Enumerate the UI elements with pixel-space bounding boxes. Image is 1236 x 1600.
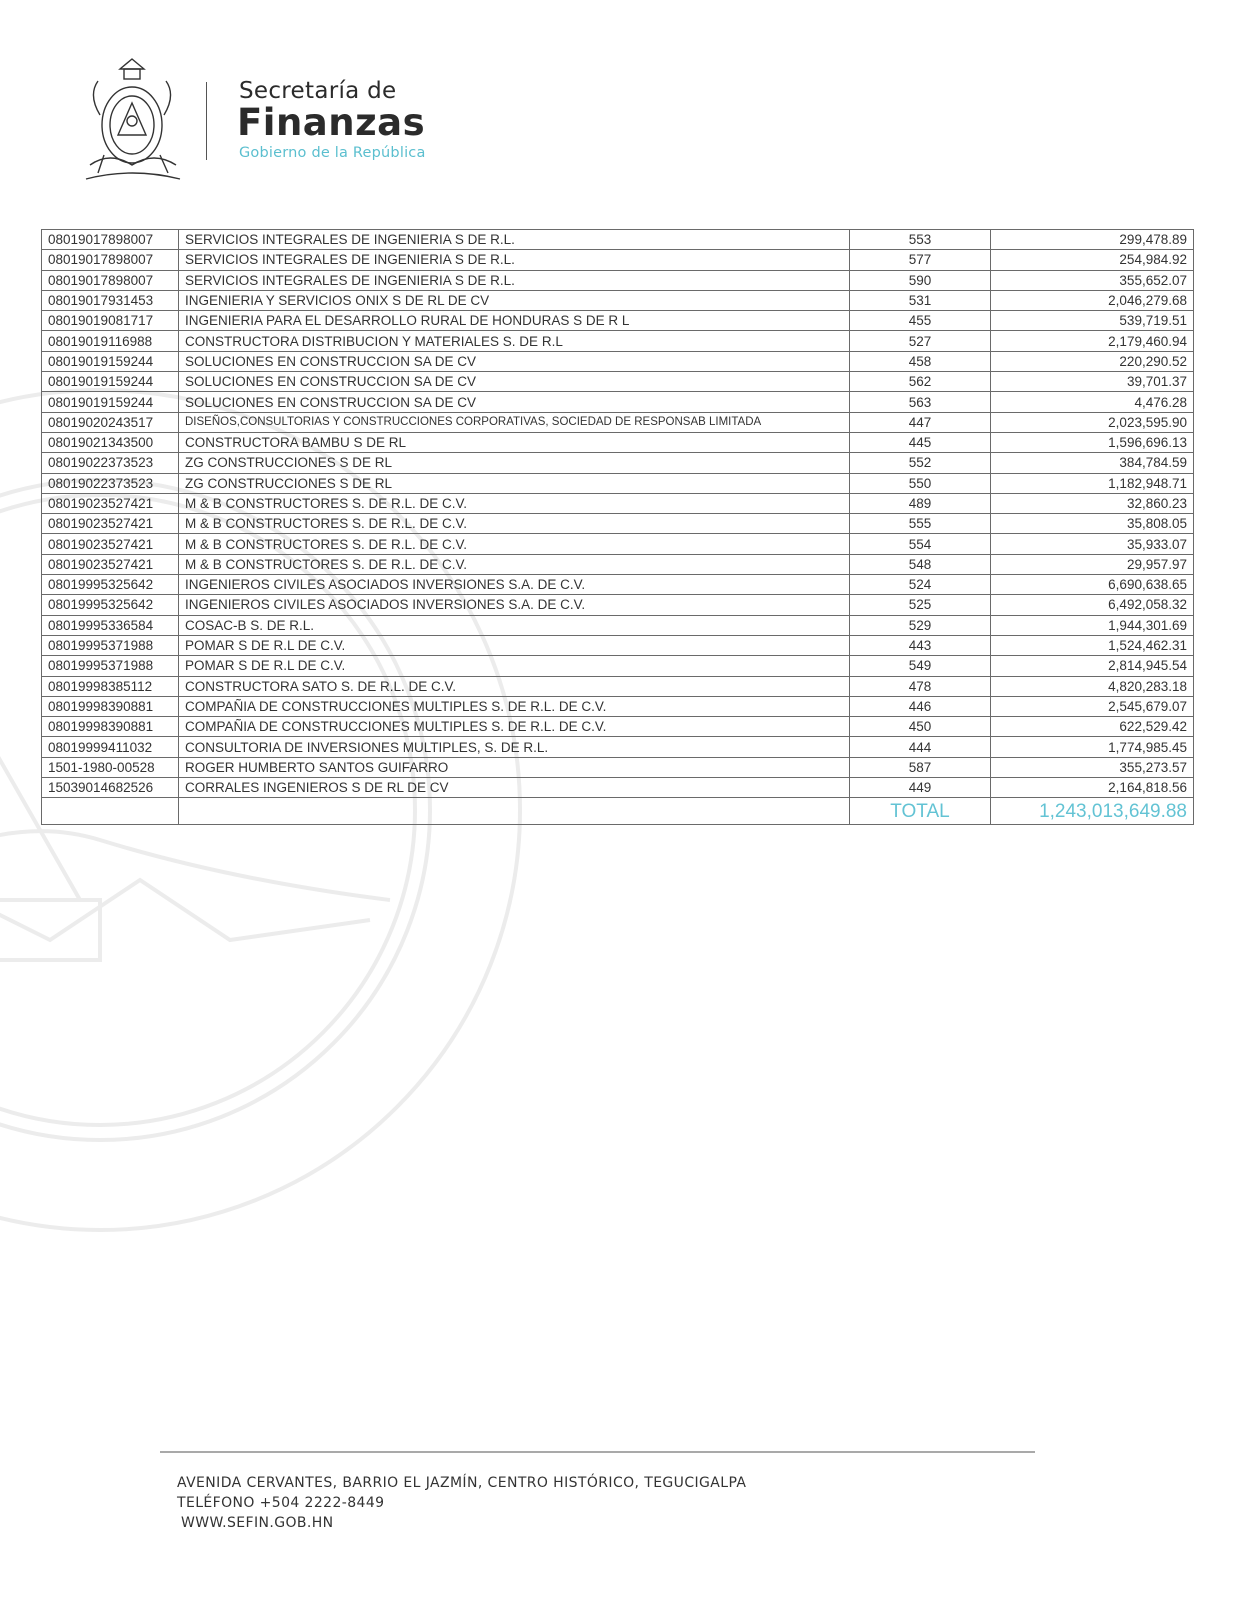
rtn-cell: 08019017898007 — [42, 250, 179, 270]
table-row — [42, 575, 1194, 595]
code-cell: 548 — [850, 554, 991, 574]
amount-cell: 355,273.57 — [991, 757, 1194, 777]
code-cell: 563 — [850, 392, 991, 412]
company-name-cell: SOLUCIONES EN CONSTRUCCION SA DE CV — [179, 351, 850, 371]
amount-cell: 220,290.52 — [991, 351, 1194, 371]
company-name-cell: SOLUCIONES EN CONSTRUCCION SA DE CV — [179, 392, 850, 412]
company-name-cell: M & B CONSTRUCTORES S. DE R.L. DE C.V. — [179, 554, 850, 574]
table-row — [42, 514, 1194, 534]
rtn-cell: 08019023527421 — [42, 493, 179, 513]
rtn-cell: 08019023527421 — [42, 554, 179, 574]
amount-cell: 2,164,818.56 — [991, 778, 1194, 798]
rtn-cell: 08019022373523 — [42, 473, 179, 493]
rtn-cell: 08019019116988 — [42, 331, 179, 351]
code-cell: 550 — [850, 473, 991, 493]
total-label: TOTAL — [850, 798, 991, 825]
company-name-cell: COMPAÑIA DE CONSTRUCCIONES MULTIPLES S. DE R.L. DE C.V. — [179, 696, 850, 716]
code-cell: 577 — [850, 250, 991, 270]
company-name-cell: COMPAÑIA DE CONSTRUCCIONES MULTIPLES S. DE R.L. DE C.V. — [179, 717, 850, 737]
amount-cell: 539,719.51 — [991, 311, 1194, 331]
table-row — [42, 250, 1194, 270]
company-name-cell: SERVICIOS INTEGRALES DE INGENIERIA S DE R.L. — [179, 230, 850, 250]
company-name-cell: ZG CONSTRUCCIONES S DE RL — [179, 473, 850, 493]
table-row — [42, 615, 1194, 635]
amount-cell: 29,957.97 — [991, 554, 1194, 574]
company-name-cell: INGENIERIA PARA EL DESARROLLO RURAL DE HONDURAS S DE R L — [179, 311, 850, 331]
table-row — [42, 635, 1194, 655]
amount-cell: 384,784.59 — [991, 453, 1194, 473]
code-cell: 478 — [850, 676, 991, 696]
footer-website: WWW.SEFIN.GOB.HN — [181, 1515, 334, 1531]
code-cell: 489 — [850, 493, 991, 513]
table-row — [42, 372, 1194, 392]
company-name-cell: POMAR S DE R.L DE C.V. — [179, 656, 850, 676]
amount-cell: 2,179,460.94 — [991, 331, 1194, 351]
table-row — [42, 696, 1194, 716]
rtn-cell: 08019998385112 — [42, 676, 179, 696]
rtn-cell: 08019019159244 — [42, 351, 179, 371]
code-cell: 446 — [850, 696, 991, 716]
code-cell: 455 — [850, 311, 991, 331]
amount-cell: 32,860.23 — [991, 493, 1194, 513]
table-row — [42, 554, 1194, 574]
company-name-cell: M & B CONSTRUCTORES S. DE R.L. DE C.V. — [179, 493, 850, 513]
code-cell: 552 — [850, 453, 991, 473]
rtn-cell: 08019995325642 — [42, 575, 179, 595]
company-name-cell: DISEÑOS,CONSULTORIAS Y CONSTRUCCIONES CORPORATIVAS, SOCIEDAD DE RESPONSAB LIMITADA — [179, 412, 850, 432]
rtn-cell: 08019023527421 — [42, 534, 179, 554]
code-cell: 458 — [850, 351, 991, 371]
amount-cell: 299,478.89 — [991, 230, 1194, 250]
company-name-cell: CONSULTORIA DE INVERSIONES MULTIPLES, S. DE R.L. — [179, 737, 850, 757]
code-cell: 555 — [850, 514, 991, 534]
rtn-cell: 08019019159244 — [42, 372, 179, 392]
header-divider — [206, 82, 207, 160]
table-row — [42, 230, 1194, 250]
table-row — [42, 737, 1194, 757]
rtn-cell: 15039014682526 — [42, 778, 179, 798]
code-cell: 443 — [850, 635, 991, 655]
company-name-cell: ZG CONSTRUCCIONES S DE RL — [179, 453, 850, 473]
table-row — [42, 656, 1194, 676]
code-cell: 587 — [850, 757, 991, 777]
table-row — [42, 453, 1194, 473]
rtn-cell: 08019021343500 — [42, 432, 179, 452]
rtn-cell: 08019995336584 — [42, 615, 179, 635]
code-cell: 527 — [850, 331, 991, 351]
rtn-cell: 08019022373523 — [42, 453, 179, 473]
table-row — [42, 717, 1194, 737]
code-cell: 449 — [850, 778, 991, 798]
amount-cell: 1,596,696.13 — [991, 432, 1194, 452]
code-cell: 531 — [850, 290, 991, 310]
amount-cell: 1,524,462.31 — [991, 635, 1194, 655]
amount-cell: 2,814,945.54 — [991, 656, 1194, 676]
company-name-cell: INGENIEROS CIVILES ASOCIADOS INVERSIONES S.A. DE C.V. — [179, 575, 850, 595]
amount-cell: 622,529.42 — [991, 717, 1194, 737]
table-row — [42, 432, 1194, 452]
table-row — [42, 534, 1194, 554]
table-row — [42, 331, 1194, 351]
amount-cell: 4,820,283.18 — [991, 676, 1194, 696]
rtn-cell: 08019995325642 — [42, 595, 179, 615]
amount-cell: 2,023,595.90 — [991, 412, 1194, 432]
table-row — [42, 392, 1194, 412]
brand-tagline: Gobierno de la República — [239, 145, 426, 161]
footer-address: AVENIDA CERVANTES, BARRIO EL JAZMÍN, CENTRO HISTÓRICO, TEGUCIGALPA — [177, 1475, 747, 1491]
code-cell: 529 — [850, 615, 991, 635]
total-empty-cell — [179, 798, 850, 825]
table-row — [42, 290, 1194, 310]
company-name-cell: SERVICIOS INTEGRALES DE INGENIERIA S DE R.L. — [179, 250, 850, 270]
code-cell: 525 — [850, 595, 991, 615]
amount-cell: 1,944,301.69 — [991, 615, 1194, 635]
table-row — [42, 595, 1194, 615]
company-name-cell: ROGER HUMBERTO SANTOS GUIFARRO — [179, 757, 850, 777]
company-name-cell: SERVICIOS INTEGRALES DE INGENIERIA S DE R.L. — [179, 270, 850, 290]
table-row — [42, 473, 1194, 493]
rtn-cell: 08019998390881 — [42, 696, 179, 716]
company-name-cell: M & B CONSTRUCTORES S. DE R.L. DE C.V. — [179, 534, 850, 554]
rtn-cell: 08019017898007 — [42, 230, 179, 250]
rtn-cell: 08019019081717 — [42, 311, 179, 331]
rtn-cell: 08019995371988 — [42, 635, 179, 655]
code-cell: 524 — [850, 575, 991, 595]
code-cell: 553 — [850, 230, 991, 250]
code-cell: 590 — [850, 270, 991, 290]
brand-subtitle: Secretaría de — [239, 78, 397, 104]
table-row — [42, 757, 1194, 777]
code-cell: 450 — [850, 717, 991, 737]
rtn-cell: 08019023527421 — [42, 514, 179, 534]
table-row — [42, 778, 1194, 798]
rtn-cell: 08019998390881 — [42, 717, 179, 737]
amount-cell: 39,701.37 — [991, 372, 1194, 392]
table-row — [42, 351, 1194, 371]
letterhead — [80, 55, 560, 185]
company-name-cell: CONSTRUCTORA BAMBU S DE RL — [179, 432, 850, 452]
footer-rule — [160, 1451, 1035, 1453]
company-name-cell: INGENIERIA Y SERVICIOS ONIX S DE RL DE CV — [179, 290, 850, 310]
company-name-cell: CORRALES INGENIEROS S DE RL DE CV — [179, 778, 850, 798]
table-row — [42, 311, 1194, 331]
amount-cell: 2,545,679.07 — [991, 696, 1194, 716]
rtn-cell: 08019017931453 — [42, 290, 179, 310]
code-cell: 447 — [850, 412, 991, 432]
company-name-cell: CONSTRUCTORA DISTRIBUCION Y MATERIALES S. DE R.L — [179, 331, 850, 351]
amount-cell: 355,652.07 — [991, 270, 1194, 290]
total-empty-cell — [42, 798, 179, 825]
table-body — [42, 230, 1194, 798]
code-cell: 554 — [850, 534, 991, 554]
amount-cell: 1,774,985.45 — [991, 737, 1194, 757]
code-cell: 562 — [850, 372, 991, 392]
amount-cell: 254,984.92 — [991, 250, 1194, 270]
company-name-cell: POMAR S DE R.L DE C.V. — [179, 635, 850, 655]
amount-cell: 35,933.07 — [991, 534, 1194, 554]
company-name-cell: CONSTRUCTORA SATO S. DE R.L. DE C.V. — [179, 676, 850, 696]
rtn-cell: 08019019159244 — [42, 392, 179, 412]
table-row — [42, 412, 1194, 432]
total-row — [42, 798, 1194, 825]
footer-phone: TELÉFONO +504 2222-8449 — [177, 1495, 385, 1511]
amount-cell: 2,046,279.68 — [991, 290, 1194, 310]
rtn-cell: 08019017898007 — [42, 270, 179, 290]
contracts-table — [41, 229, 1194, 825]
table-row — [42, 493, 1194, 513]
total-value: 1,243,013,649.88 — [991, 798, 1194, 825]
company-name-cell: COSAC-B S. DE R.L. — [179, 615, 850, 635]
amount-cell: 4,476.28 — [991, 392, 1194, 412]
amount-cell: 6,492,058.32 — [991, 595, 1194, 615]
code-cell: 549 — [850, 656, 991, 676]
code-cell: 445 — [850, 432, 991, 452]
rtn-cell: 08019020243517 — [42, 412, 179, 432]
honduras-coat-of-arms-icon — [80, 55, 185, 185]
brand-title: Finanzas — [237, 101, 426, 144]
amount-cell: 6,690,638.65 — [991, 575, 1194, 595]
amount-cell: 1,182,948.71 — [991, 473, 1194, 493]
amount-cell: 35,808.05 — [991, 514, 1194, 534]
table-row — [42, 270, 1194, 290]
company-name-cell: INGENIEROS CIVILES ASOCIADOS INVERSIONES S.A. DE C.V. — [179, 595, 850, 615]
company-name-cell: M & B CONSTRUCTORES S. DE R.L. DE C.V. — [179, 514, 850, 534]
company-name-cell: SOLUCIONES EN CONSTRUCCION SA DE CV — [179, 372, 850, 392]
rtn-cell: 08019999411032 — [42, 737, 179, 757]
rtn-cell: 1501-1980-00528 — [42, 757, 179, 777]
code-cell: 444 — [850, 737, 991, 757]
rtn-cell: 08019995371988 — [42, 656, 179, 676]
table-row — [42, 676, 1194, 696]
